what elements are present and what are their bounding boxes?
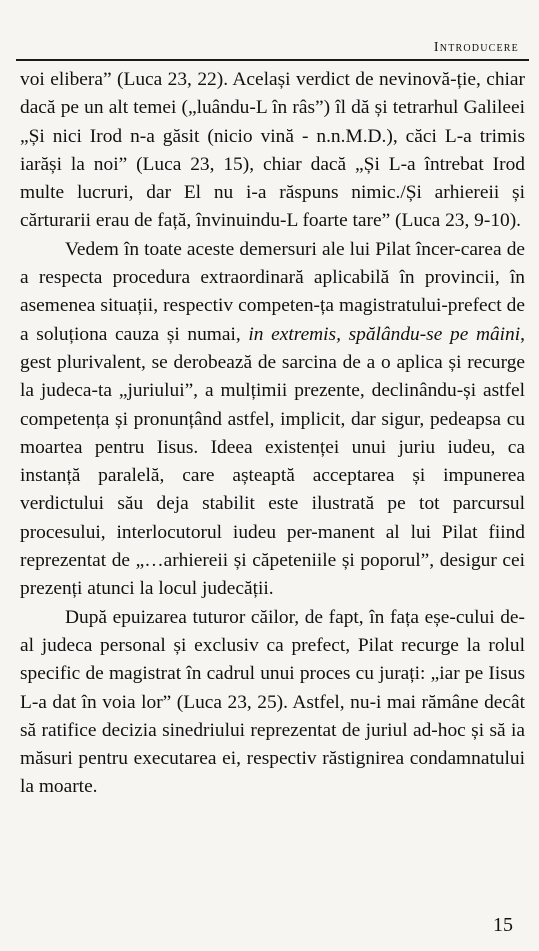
paragraph-2 [20,236,525,604]
paragraph-2-italic-phrase: in extremis, spălându-se pe mâini [248,323,521,345]
page-number: 15 [493,914,513,936]
header-rule [16,59,529,61]
chapter-title: Introducere [433,40,519,55]
paragraph-2-text-start: Vedem în toate aceste demersuri ale lui Pilat încer-carea de a respecta procedura extraordinară aplicabilă în provincii, în asemenea situații, respectiv competen-ța magistratului-prefect de a soluționa cauza și numai, [20,238,525,345]
body-text [20,66,525,802]
paragraph-3-text: După epuizarea tuturor căilor, de fapt, în fața eșe-cului de-al judeca personal și exclusiv ca prefect, Pilat recurge la rolul specific de magistrat în cadrul unui proces cu jurați: „iar pe Iisus L-a dat în voia lor” (Luca 23, 25). Astfel, nu-i mai rămâne decât să ratifice decizia sinedriului reprezentat de juriul ad-hoc și să ia măsuri pentru executarea ei, respectiv răstignirea condamnatului la moarte. [20,606,525,798]
paragraph-1 [20,66,525,236]
paragraph-3 [20,604,525,802]
running-header [300,36,519,54]
paragraph-2-text-end: , gest plurivalent, se derobează de sarcina de a o aplica și recurge la judeca-ta „juriului”, a mulțimii prezente, declinându-și astfel competența și pronunțând astfel, implicit, dar sigur, pedeapsa cu moartea pentru Iisus. Ideea existenței unui juriu iudeu, ca instanță paralelă, care așteaptă acceptarea și impunerea verdictului său deja stabilit este ilustrată pe tot parcursul procesului, interlocutorul iudeu per-manent al lui Pilat fiind reprezentat de „…arhiereii și căpeteniile și poporul”, desigur cei prezenți atunci la locul judecății. [20,323,525,600]
paragraph-1-text: voi elibera” (Luca 23, 22). Același verdict de nevinovă-ție, chiar dacă pe un alt temei („luându-L în râs”) îl dă și tetrarhul Galileei „Și nici Irod n-a găsit (nicio vină - n.n.M.D.), căci L-a trimis iarăși la noi” (Luca 23, 15), chiar dacă „Și L-a întrebat Irod multe lucruri, dar El nu i-a răspuns nimic./Și arhiereii și cărturarii erau de față, învinuindu-L foarte tare” (Luca 23, 9-10). [20,69,525,232]
